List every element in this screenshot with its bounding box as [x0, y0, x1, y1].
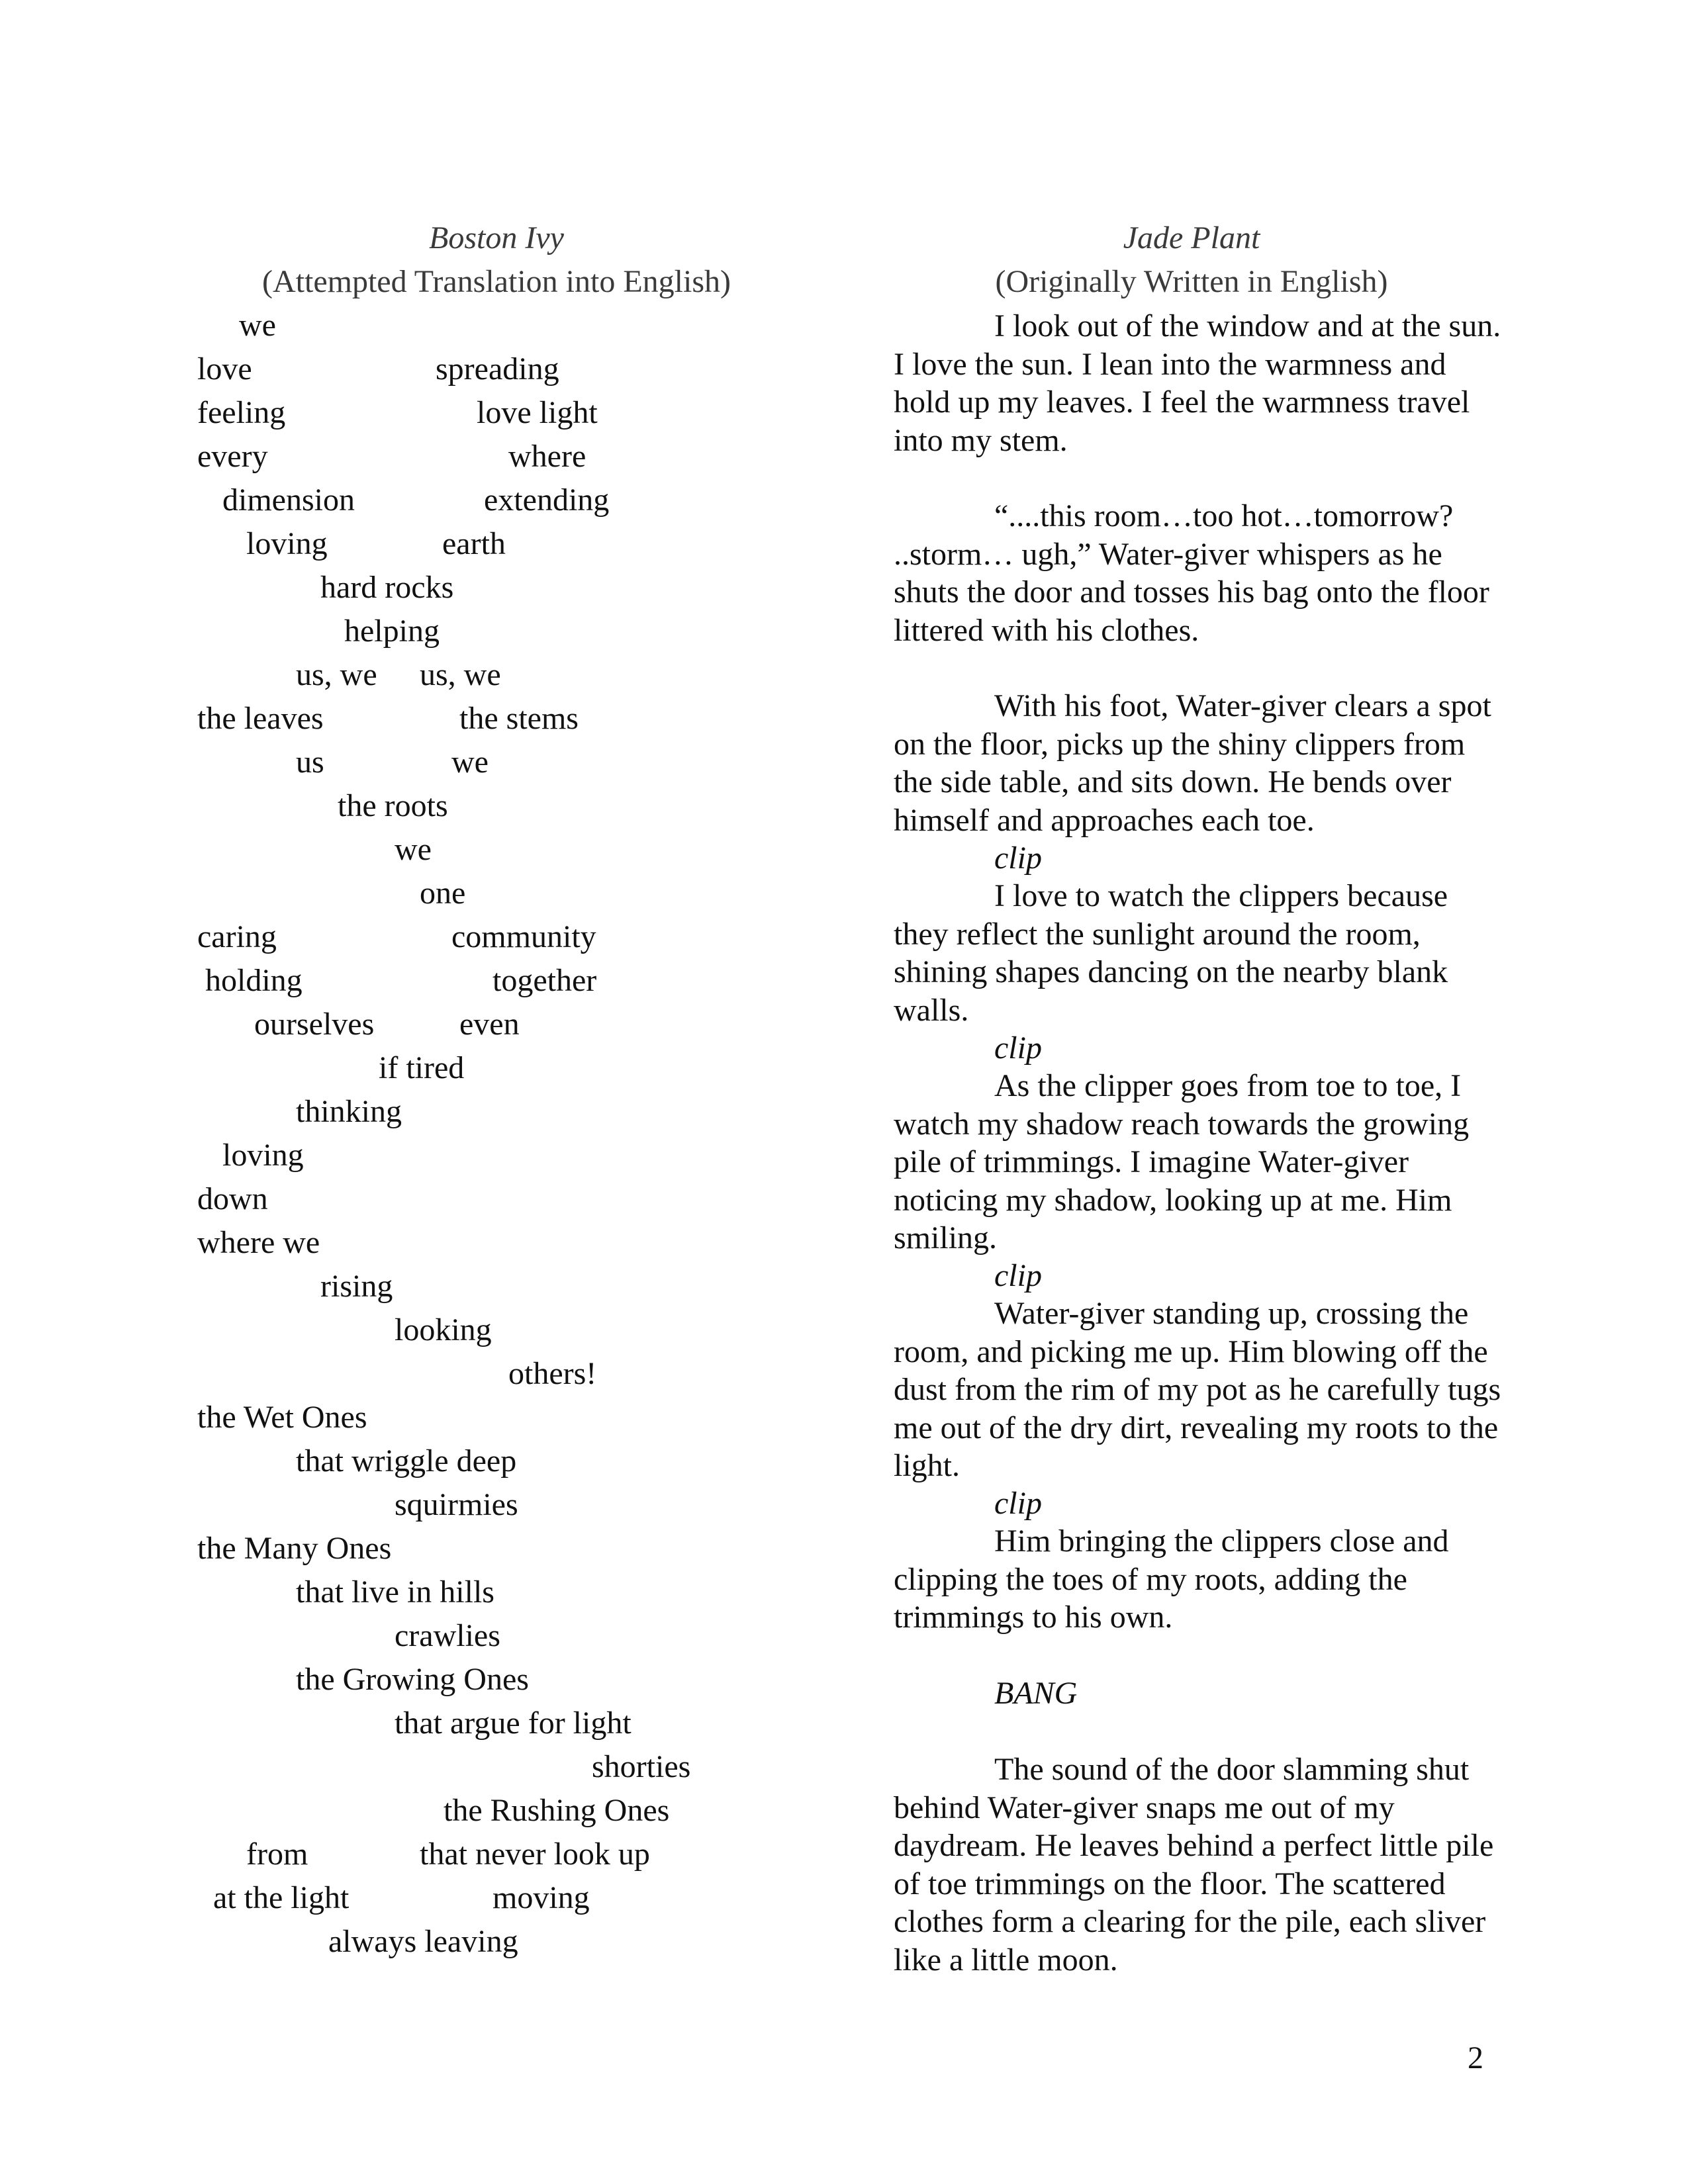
- poem-word: always leaving: [328, 1924, 518, 1959]
- poem-word: every: [197, 439, 268, 474]
- poem-word: we: [395, 832, 432, 867]
- poem-word: us: [296, 745, 324, 780]
- poem-word: love: [197, 351, 252, 387]
- poem-word: helping: [344, 614, 440, 649]
- poem-word: that live in hills: [296, 1574, 494, 1610]
- poem-word: the leaves: [197, 701, 324, 736]
- poem-word: extending: [484, 482, 610, 518]
- poem-word: ourselves: [254, 1007, 375, 1042]
- poem-word: the Many Ones: [197, 1531, 392, 1566]
- page-number: 2: [1468, 2040, 1483, 2075]
- poem-word: holding: [205, 963, 303, 998]
- boston-ivy-subtitle: (Attempted Translation into English): [262, 264, 731, 299]
- poem-word: looking: [395, 1312, 492, 1347]
- poem-word: that never look up: [420, 1837, 650, 1872]
- poem-word: we: [239, 308, 276, 343]
- poem-word: dimension: [222, 482, 355, 518]
- poem-word: where we: [197, 1225, 320, 1260]
- poem-word: at the light: [213, 1880, 350, 1915]
- bang-sound: BANG: [994, 1676, 1078, 1711]
- poem-word: the Rushing Ones: [444, 1793, 670, 1828]
- jade-plant-subtitle: (Originally Written in English): [995, 264, 1388, 299]
- poem-word: that wriggle deep: [296, 1443, 517, 1479]
- poem-word: even: [459, 1007, 520, 1042]
- poem-word: together: [492, 963, 597, 998]
- story-paragraph: As the clipper goes from toe to toe, I watch my shadow reach towards the growing pile of trimmings. I imagine Water-giver noticing my shadow, looking up at me. Him smiling.: [894, 1068, 1470, 1255]
- story-paragraph: With his foot, Water-giver clears a spot on the floor, picks up the shiny clippers from the side table, and sits down. He bends over himself and approaches each toe.: [894, 688, 1491, 838]
- poem-word: the Growing Ones: [296, 1662, 529, 1697]
- story-paragraph: Him bringing the clippers close and clipping the toes of my roots, adding the trimmings to his own.: [894, 1524, 1449, 1635]
- poem-word: if tired: [379, 1050, 465, 1085]
- poem-word: earth: [442, 526, 506, 561]
- boston-ivy-title: Boston Ivy: [429, 220, 564, 255]
- poem-word: love light: [477, 395, 598, 430]
- poem-word: hard rocks: [320, 570, 454, 605]
- poem-word: rising: [320, 1269, 393, 1304]
- story-paragraph: Water-giver standing up, crossing the room, and picking me up. Him blowing off the dust from the rim of my pot as he carefully tugs me out of the dry dirt, revealing my roots to the light.: [894, 1296, 1501, 1483]
- clip-sound: clip: [994, 1030, 1042, 1066]
- poem-word: community: [451, 919, 596, 954]
- poem-word: spreading: [436, 351, 559, 387]
- poem-word: crawlies: [395, 1618, 500, 1653]
- poem-word: loving: [246, 526, 328, 561]
- poem-word: where: [508, 439, 586, 474]
- poem-word: shorties: [592, 1749, 691, 1784]
- poem-word: the Wet Ones: [197, 1400, 367, 1435]
- poem-word: moving: [492, 1880, 590, 1915]
- story-paragraph: I look out of the window and at the sun. I love the sun. I lean into the warmness and hold up my leaves. I feel the warmness travel into my stem.: [894, 308, 1501, 458]
- poem-word: us, we: [296, 657, 377, 692]
- poem-word: that argue for light: [395, 1706, 632, 1741]
- poem-word: others!: [508, 1356, 597, 1391]
- clip-sound: clip: [994, 1486, 1042, 1521]
- clip-sound: clip: [994, 1258, 1042, 1293]
- jade-plant-title: Jade Plant: [1123, 220, 1260, 255]
- poem-word: one: [420, 876, 466, 911]
- poem-word: the stems: [459, 701, 579, 736]
- poem-word: from: [246, 1837, 308, 1872]
- poem-word: feeling: [197, 395, 286, 430]
- poem-word: thinking: [296, 1094, 402, 1129]
- poem-word: us, we: [420, 657, 501, 692]
- poem-word: squirmies: [395, 1487, 518, 1522]
- poem-word: the roots: [338, 788, 448, 823]
- poem-word: down: [197, 1181, 268, 1216]
- poem-word: caring: [197, 919, 277, 954]
- clip-sound: clip: [994, 841, 1042, 876]
- story-paragraph: “....this room…too hot…tomorrow? ..storm… ugh,” Water-giver whispers as he shuts the door and tosses his bag onto the floor littered with his clothes.: [894, 498, 1489, 648]
- poem-word: we: [451, 745, 489, 780]
- story-paragraph: The sound of the door slamming shut behind Water-giver snaps me out of my daydream. He leaves behind a perfect little pile of toe trimmings on the floor. The scattered clothes form a clearing for the pile, each sliver like a little moon.: [894, 1752, 1494, 1978]
- poem-word: loving: [222, 1138, 304, 1173]
- story-paragraph: I love to watch the clippers because they reflect the sunlight around the room, shining shapes dancing on the nearby blank walls.: [894, 878, 1448, 1028]
